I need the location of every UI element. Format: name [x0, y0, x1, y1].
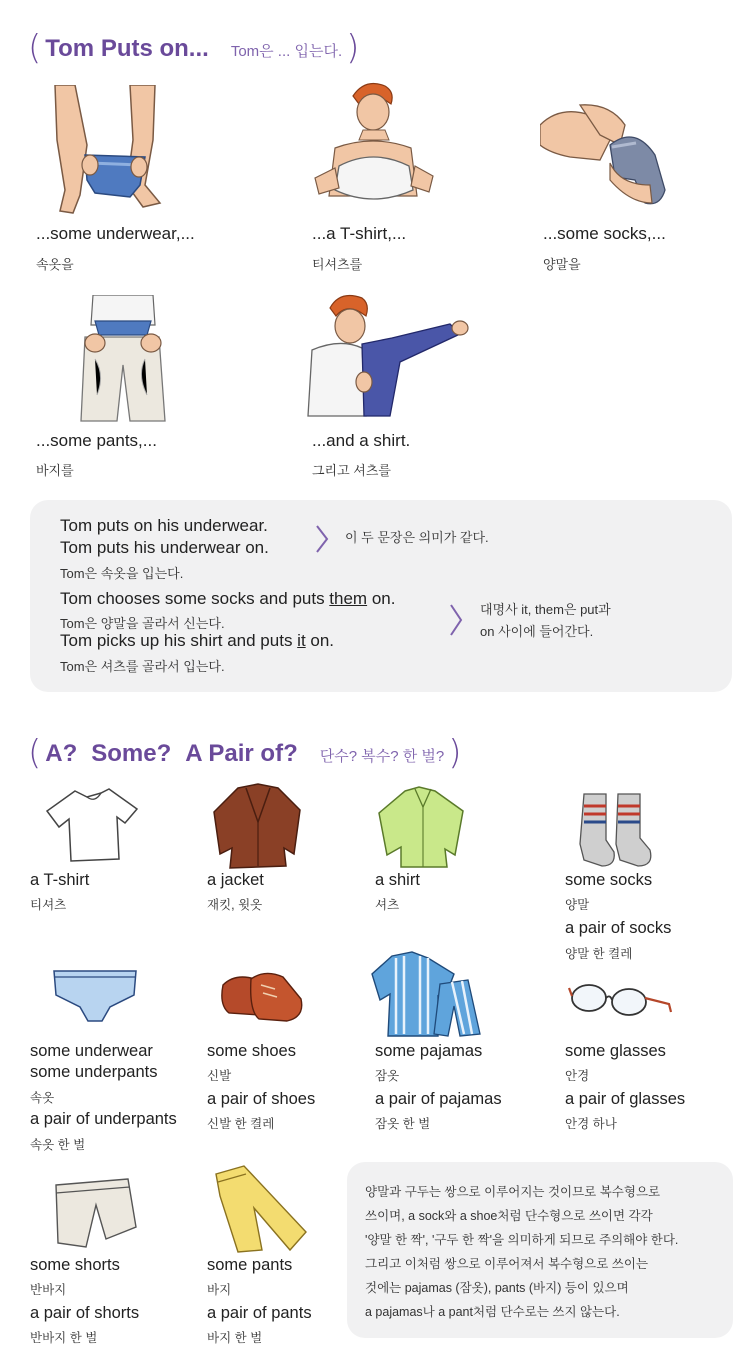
- note-line-5: Tom은 양말을 골라서 신는다.: [60, 616, 225, 631]
- label-en-pajamas: some pajamas: [375, 1042, 483, 1060]
- label-ko-jacket: 재킷, 윗옷: [207, 898, 263, 912]
- socks-icon: [570, 788, 665, 873]
- label-en-shorts-pair: a pair of shorts: [30, 1304, 140, 1322]
- chevron-right-icon: [448, 603, 464, 637]
- label-en-tshirt: a T-shirt: [30, 871, 90, 889]
- section2-title-c: A Pair of?: [185, 740, 298, 767]
- note-line-6-pre: Tom picks up his shirt and puts: [60, 631, 298, 650]
- section2-title-b: Some?: [91, 740, 172, 767]
- label-ko-glasses: 안경: [565, 1069, 590, 1083]
- caption-en-pants: ...some pants,...: [36, 431, 157, 450]
- note-line-2: Tom puts his underwear on.: [60, 538, 269, 557]
- shoes-icon: [215, 965, 310, 1030]
- label-en-underwear: some underwear: [30, 1042, 153, 1060]
- caption-en-underwear: ...some underwear,...: [36, 224, 195, 243]
- note-line-6-post: on.: [305, 631, 335, 650]
- caption-en-tshirt: ...a T-shirt,...: [312, 224, 407, 243]
- note-underlined-it: it: [297, 631, 306, 650]
- label-en-shorts: some shorts: [30, 1256, 120, 1274]
- open-bracket-icon: (: [28, 28, 42, 68]
- caption-ko-tshirt: 티셔츠를: [312, 257, 363, 272]
- section1-title-en: Tom Puts on...: [45, 35, 209, 62]
- chevron-right-icon: [314, 524, 330, 554]
- underwear-pulling-icon: [35, 85, 175, 220]
- shorts-icon: [50, 1175, 140, 1255]
- pants-pulling-icon: [55, 295, 185, 425]
- section2-title-a: A?: [45, 740, 78, 767]
- label-en-glasses: some glasses: [565, 1042, 666, 1060]
- section1-title: [28, 28, 360, 68]
- jacket-icon: [210, 782, 305, 870]
- caption-ko-socks: 양말을: [543, 257, 581, 272]
- caption-ko-shirt: 그리고 셔츠를: [312, 463, 391, 478]
- label-ko-shoes-pair: 신발 한 켤레: [207, 1117, 275, 1131]
- label-en-socks: some socks: [565, 871, 653, 889]
- pants-icon: [210, 1162, 310, 1254]
- label-en-socks-pair: a pair of socks: [565, 919, 672, 937]
- note-line-1: Tom puts on his underwear.: [60, 516, 268, 535]
- label-ko-shorts-pair: 반바지 한 벌: [30, 1331, 98, 1345]
- caption-en-shirt: ...and a shirt.: [312, 431, 411, 450]
- close-bracket-icon: ): [346, 28, 360, 68]
- info-line-3: '양말 한 짝', '구두 한 짝'을 의미하게 되므로 주의해야 한다.: [365, 1233, 679, 1247]
- label-en-pants-pair: a pair of pants: [207, 1304, 312, 1322]
- shirt-icon: [375, 785, 470, 870]
- side-note-2b: on 사이에 들어간다.: [480, 624, 594, 639]
- label-en-underpants: some underpants: [30, 1063, 158, 1081]
- label-ko-shoes: 신발: [207, 1069, 232, 1083]
- note-line-6: [60, 631, 334, 651]
- glasses-icon: [565, 978, 675, 1022]
- plural-info-box: [347, 1162, 733, 1338]
- section1-title-ko: Tom은 ... 입는다.: [230, 43, 343, 60]
- label-en-pajamas-pair: a pair of pajamas: [375, 1090, 502, 1108]
- note-line-3: Tom은 속옷을 입는다.: [60, 566, 184, 581]
- pajamas-icon: [368, 950, 483, 1040]
- label-ko-socks-pair: 양말 한 켤레: [565, 947, 633, 961]
- caption-en-socks: ...some socks,...: [543, 224, 666, 243]
- section2-title: [28, 733, 462, 773]
- label-ko-tshirt: 티셔츠: [30, 898, 67, 912]
- note-underlined-them: them: [329, 589, 368, 608]
- shirt-putting-icon: [300, 290, 470, 425]
- info-line-1: 양말과 구두는 쌍으로 이루어지는 것이므로 복수형으로: [365, 1185, 661, 1199]
- section2-title-ko: 단수? 복수? 한 벌?: [319, 748, 445, 765]
- tshirt-icon: [45, 785, 140, 865]
- label-en-glasses-pair: a pair of glasses: [565, 1090, 686, 1108]
- caption-ko-underwear: 속옷을: [36, 257, 74, 272]
- tshirt-pulling-icon: [305, 78, 445, 218]
- info-line-2: 쓰이며, a sock와 a shoe처럼 단수형으로 쓰이면 각각: [365, 1209, 653, 1223]
- label-ko-underpants-pair: 속옷 한 벌: [30, 1138, 86, 1152]
- side-note-1: 이 두 문장은 의미가 같다.: [345, 530, 489, 545]
- label-ko-pants: 바지: [207, 1283, 232, 1297]
- label-en-shoes: some shoes: [207, 1042, 296, 1060]
- info-line-6: a pajamas나 a pant처럼 단수로는 쓰지 않는다.: [365, 1305, 620, 1319]
- label-en-pants: some pants: [207, 1256, 293, 1274]
- caption-ko-pants: 바지를: [36, 463, 74, 478]
- label-ko-glasses-pair: 안경 하나: [565, 1117, 617, 1131]
- label-en-shirt: a shirt: [375, 871, 420, 889]
- open-bracket-icon: (: [28, 733, 42, 773]
- label-en-shoes-pair: a pair of shoes: [207, 1090, 316, 1108]
- info-line-4: 그리고 이처럼 쌍으로 이루어져서 복수형으로 쓰이는: [365, 1257, 649, 1271]
- label-ko-pants-pair: 바지 한 벌: [207, 1331, 263, 1345]
- label-ko-socks: 양말: [565, 898, 590, 912]
- note-line-7: Tom은 셔츠를 골라서 입는다.: [60, 659, 225, 674]
- label-ko-shorts: 반바지: [30, 1283, 67, 1297]
- label-ko-pajamas-pair: 잠옷 한 벌: [375, 1117, 431, 1131]
- note-line-4-pre: Tom chooses some socks and puts: [60, 589, 330, 608]
- underpants-icon: [50, 965, 140, 1025]
- info-line-5: 것에는 pajamas (잠옷), pants (바지) 등이 있으며: [365, 1281, 629, 1295]
- label-en-jacket: a jacket: [207, 871, 264, 889]
- close-bracket-icon: ): [448, 733, 462, 773]
- grammar-note-box: [30, 500, 732, 692]
- sock-putting-icon: [540, 85, 670, 215]
- label-ko-pajamas: 잠옷: [375, 1069, 400, 1083]
- label-ko-shirt: 셔츠: [375, 898, 400, 912]
- label-en-underpants-pair: a pair of underpants: [30, 1110, 177, 1128]
- note-line-4-post: on.: [367, 589, 396, 608]
- label-ko-underwear: 속옷: [30, 1091, 55, 1105]
- side-note-2a: 대명사 it, them은 put과: [480, 602, 611, 617]
- note-line-4: [60, 589, 395, 609]
